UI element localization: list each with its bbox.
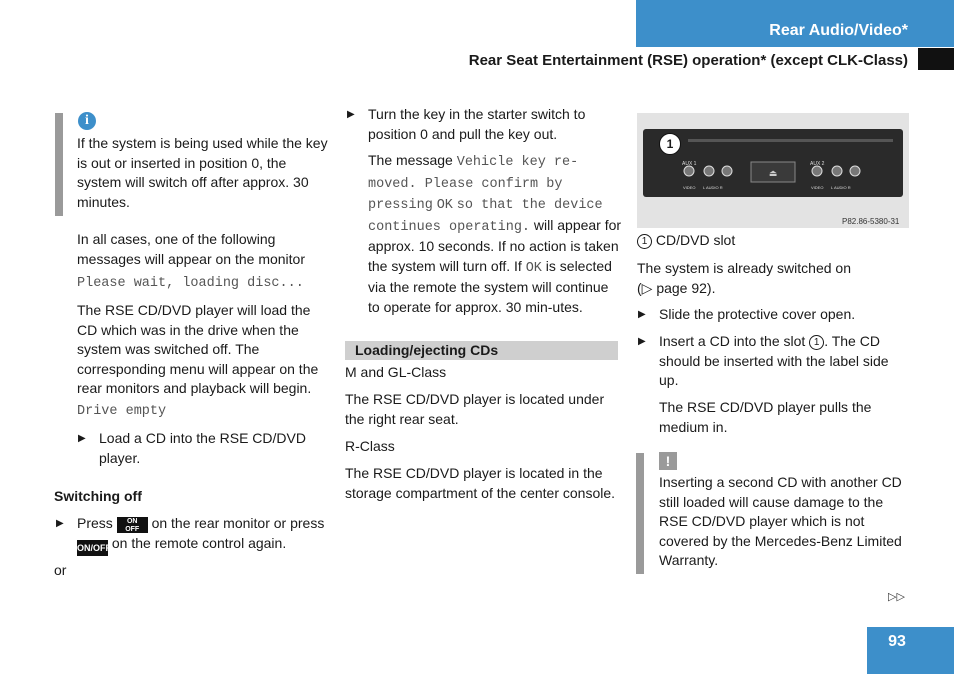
page-reference: (▷ page 92). <box>637 279 716 296</box>
warning-icon: ! <box>659 452 677 470</box>
instruction-step <box>77 514 337 556</box>
audio-label: L AUDIO R <box>703 185 723 190</box>
paragraph-text: The system is already switched on <box>637 260 851 276</box>
video-label: VIDEO <box>811 185 824 190</box>
aux2-label: AUX 2 <box>810 161 825 167</box>
instruction-text: Press <box>77 515 113 531</box>
paragraph: In all cases, one of the following messages will appear on the monitor <box>77 231 306 267</box>
monitor-message: Drive empty <box>77 404 167 419</box>
paragraph-text: The message <box>368 152 453 168</box>
bullet-arrow-icon: ▶ <box>638 336 646 347</box>
instruction-text: on the remote control again. <box>111 534 287 551</box>
ok-key: OK <box>436 198 453 213</box>
callout-number: 1 <box>809 335 824 350</box>
instruction-text: on the rear monitor or press <box>151 515 325 531</box>
subsection-heading: Switching off <box>54 488 142 504</box>
paragraph <box>637 259 907 298</box>
bullet-arrow-icon: ▶ <box>56 518 64 529</box>
warning-note: Inserting a second CD with another CD still loaded will cause damage to the RSE CD/DVD player which is not covered by the Mercedes-Benz Limited Warranty. <box>659 474 902 568</box>
warning-bar <box>636 453 644 574</box>
header-tab-marker <box>918 48 954 70</box>
monitor-message: moved. Please confirm by <box>368 176 563 192</box>
info-icon: i <box>78 112 96 130</box>
figure-caption <box>637 231 735 251</box>
info-bar <box>55 113 63 216</box>
section-heading: Loading/ejecting CDs <box>345 341 618 360</box>
instruction-step <box>659 332 909 391</box>
instruction-text: Insert a CD into the slot <box>659 333 806 349</box>
instruction-text: . The CD should be inserted with the label side up. <box>659 333 889 388</box>
info-note: If the system is being used while the key is out or inserted in position 0, the system will switch off after approx. 30 minutes. <box>77 135 328 210</box>
paragraph: The RSE CD/DVD player is located under the right rear seat. <box>345 391 605 427</box>
bullet-arrow-icon: ▶ <box>638 309 646 320</box>
bullet-arrow-icon: ▶ <box>347 109 355 120</box>
instruction-step: Load a CD into the RSE CD/DVD player. <box>99 430 306 466</box>
instruction-step: Turn the key in the starter switch to position 0 and pull the key out. <box>368 106 586 142</box>
paragraph: The RSE CD/DVD player is located in the storage compartment of the center console. <box>345 465 616 501</box>
figure-code: P82.86-5380-31 <box>842 217 900 226</box>
on-off-button-icon <box>117 517 148 533</box>
paragraph-text: will appear for approx. 10 seconds. If no action is taken the system will turn off. If <box>368 216 622 274</box>
page-number: 93 <box>888 633 906 650</box>
continue-arrows-icon: ▷▷ <box>888 591 905 603</box>
instruction-step: Slide the protective cover open. <box>659 306 856 322</box>
off-label: OFF <box>125 526 140 533</box>
monitor-message: so that the device <box>456 198 603 213</box>
class-label: R-Class <box>345 438 395 454</box>
video-label: VIDEO <box>683 185 696 190</box>
monitor-message: pressing <box>368 198 433 213</box>
audio-label: L AUDIO R <box>831 185 851 190</box>
remote-on-off-button-icon: ON/OFF <box>77 540 108 556</box>
on-label: ON <box>126 518 138 525</box>
conjunction-text: or <box>54 562 67 578</box>
caption-text: CD/DVD slot <box>655 232 736 248</box>
svg-text:⏏: ⏏ <box>768 169 778 179</box>
monitor-message: continues operating. <box>368 219 531 235</box>
bullet-arrow-icon: ▶ <box>78 433 86 444</box>
class-label: M and GL-Class <box>345 364 447 380</box>
paragraph-text: is selected via the remote the system will continue to operate for approx. 30 min-utes. <box>368 257 612 315</box>
aux2-jacks <box>812 166 860 176</box>
figure-callout: 1 <box>659 133 681 155</box>
callout-number: 1 <box>637 234 652 249</box>
paragraph: The RSE CD/DVD player will load the CD which was in the drive when the system was switched off. The corresponding menu will appear on the rear monitors and playback will begin. <box>77 302 319 396</box>
monitor-message: Vehicle key re- <box>456 155 579 170</box>
aux1-label: AUX 1 <box>682 161 697 167</box>
section-title: Rear Audio/Video* <box>769 22 908 39</box>
paragraph: The RSE CD/DVD player pulls the medium in. <box>659 399 872 435</box>
cd-slot <box>688 139 893 142</box>
monitor-message: Please wait, loading disc... <box>77 276 304 291</box>
aux1-jacks <box>684 166 732 176</box>
page-subtitle: Rear Seat Entertainment (RSE) operation* (except CLK-Class) <box>468 52 908 69</box>
ok-key: OK <box>525 260 542 276</box>
message-paragraph <box>368 151 622 317</box>
